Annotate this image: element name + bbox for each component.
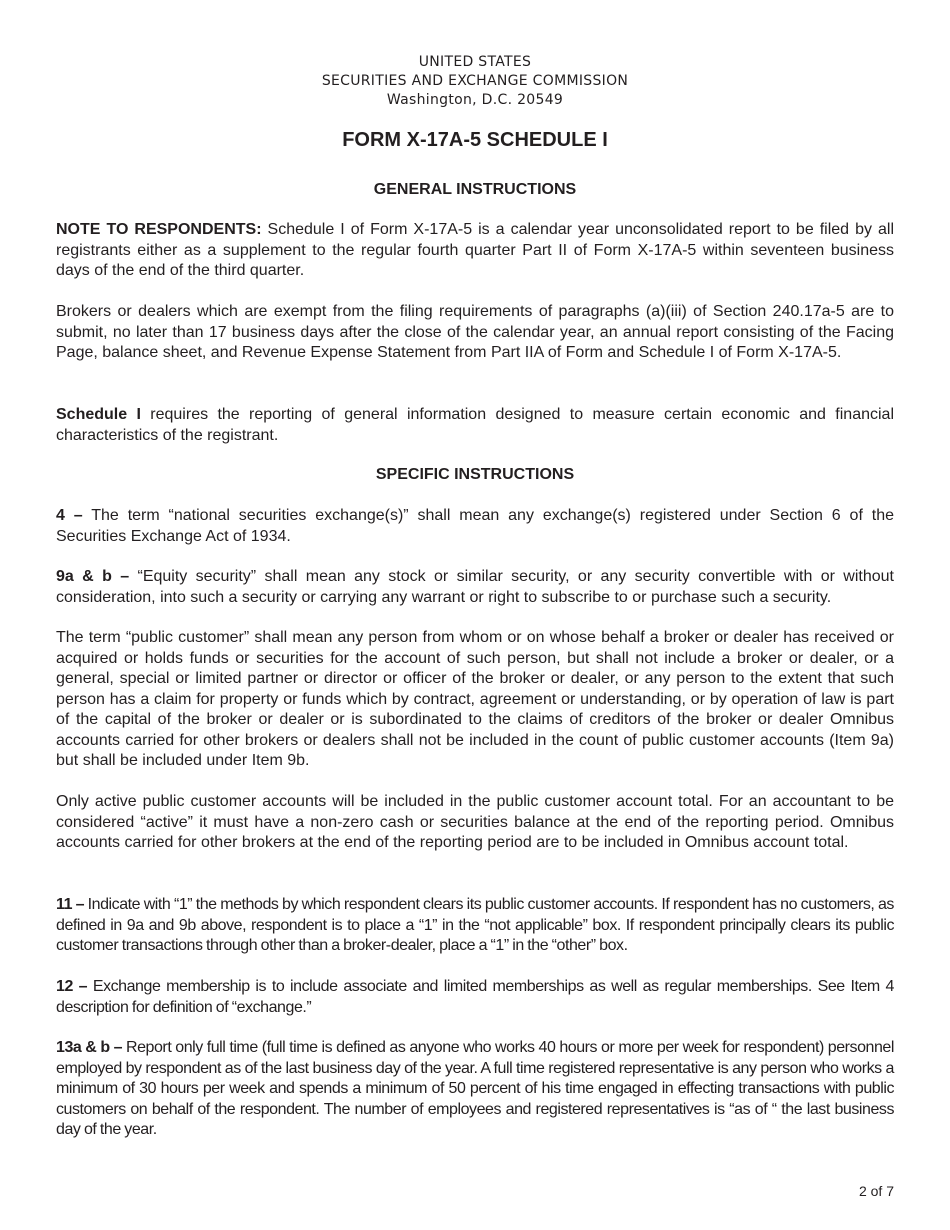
note-to-respondents-paragraph — [56, 220, 894, 282]
active-accounts-paragraph: Only active public customer accounts will be included in the public customer account total. For an accountant to be considered “active” it must have a non-zero cash or securities balance at the end of the reporting period. Omnibus accounts carried for other brokers at the end of the reporting period are to be included in Omnibus account total. — [56, 793, 894, 851]
item-13-text: Report only full time (full time is defined as anyone who works 40 hours or more per week for respondent) personnel employed by respondent as of the last business day of the year. A full time registered representative is any person who works a minimum of 30 hours per week and spends a minimum of 50 percent of his time engaged in effecting transactions with public customers on behalf of the respondent. The number of employees and registered representatives is “as of “ the last business day of the year. — [56, 1039, 894, 1138]
item-4-label: 4 – — [56, 507, 83, 524]
note-label: NOTE TO RESPONDENTS: — [56, 221, 262, 238]
page-number: 2 of 7 — [858, 1183, 894, 1199]
exempt-brokers-paragraph: Brokers or dealers which are exempt from the filing requirements of paragraphs (a)(iii) of Section 240.17a-5 are to submit, no later than 17 business days after the close of the calendar year, an annual report consisting of the Facing Page, balance sheet, and Revenue Expense Statement from Part IIA of Form and Schedule I of Form X-17A-5. — [56, 303, 894, 361]
note-text: Schedule I of Form X-17A-5 is a calendar year unconsolidated report to be filed by all registrants either as a supplement to the regular fourth quarter Part II of Form X-17A-5 within seventeen business days of the end of the third quarter. — [56, 221, 895, 279]
item-12-label: 12 – — [56, 978, 88, 995]
item-11-label: 11 – — [56, 896, 85, 913]
item-13-paragraph — [56, 1038, 894, 1141]
general-instructions-heading: GENERAL INSTRUCTIONS — [373, 181, 577, 198]
item-4-text: The term “national securities exchange(s)” shall mean any exchange(s) registered under Section 6 of the Securities Exchange Act of 1934. — [56, 507, 894, 545]
item-4-paragraph — [56, 506, 894, 547]
item-12-paragraph — [56, 977, 894, 1018]
item-12-text: Exchange membership is to include associate and limited memberships as well as regular memberships. See Item 4 description for definition of “exchange.” — [56, 978, 894, 1016]
schedule-label: Schedule I — [56, 406, 141, 423]
item-13-label: 13a & b – — [56, 1039, 123, 1056]
agency-header — [56, 53, 894, 110]
schedule-text: requires the reporting of general information designed to measure certain economic and financial characteristics of the registrant. — [56, 406, 894, 444]
item-11-paragraph — [56, 895, 894, 957]
item-11-text: Indicate with “1” the methods by which respondent clears its public customer accounts. If respondent has no customers, as defined in 9a and 9b above, respondent is to place a “1” in the “not applicable” box. If respondent principally clears its public customer transactions through other than a broker-dealer, place a “1” in the “other” box. — [56, 896, 894, 954]
header-line-address: Washington, D.C. 20549 — [386, 92, 564, 108]
form-title: FORM X-17A-5 SCHEDULE I — [342, 129, 608, 151]
item-9-paragraph — [56, 567, 894, 608]
item-9-label: 9a & b – — [56, 568, 130, 585]
header-line-country: UNITED STATES — [418, 54, 532, 70]
schedule-i-paragraph — [56, 405, 894, 446]
item-9-text: “Equity security” shall mean any stock or similar security, or any security convertible with or without consideration, into such a security or carrying any warrant or right to subscribe to or purchase such a security. — [56, 568, 895, 606]
specific-instructions-heading: SPECIFIC INSTRUCTIONS — [375, 466, 575, 483]
public-customer-paragraph: The term “public customer” shall mean any person from whom or on whose behalf a broker or dealer has received or acquired or holds funds or securities for the account of such person, but shall not include a broker or dealer, or a general, special or limited partner or director or officer of the broker or dealer, or any person to the extent that such person has a claim for property or funds which by contract, agreement or understanding, or by operation of law is part of the capital of the broker or dealer or is subordinated to the claims of creditors of the broker or dealer Omnibus accounts carried for other brokers or dealers shall not be included in the count of public customer accounts (Item 9a) but shall be included under Item 9b. — [56, 629, 894, 769]
header-line-commission: SECURITIES AND EXCHANGE COMMISSION — [321, 73, 629, 89]
